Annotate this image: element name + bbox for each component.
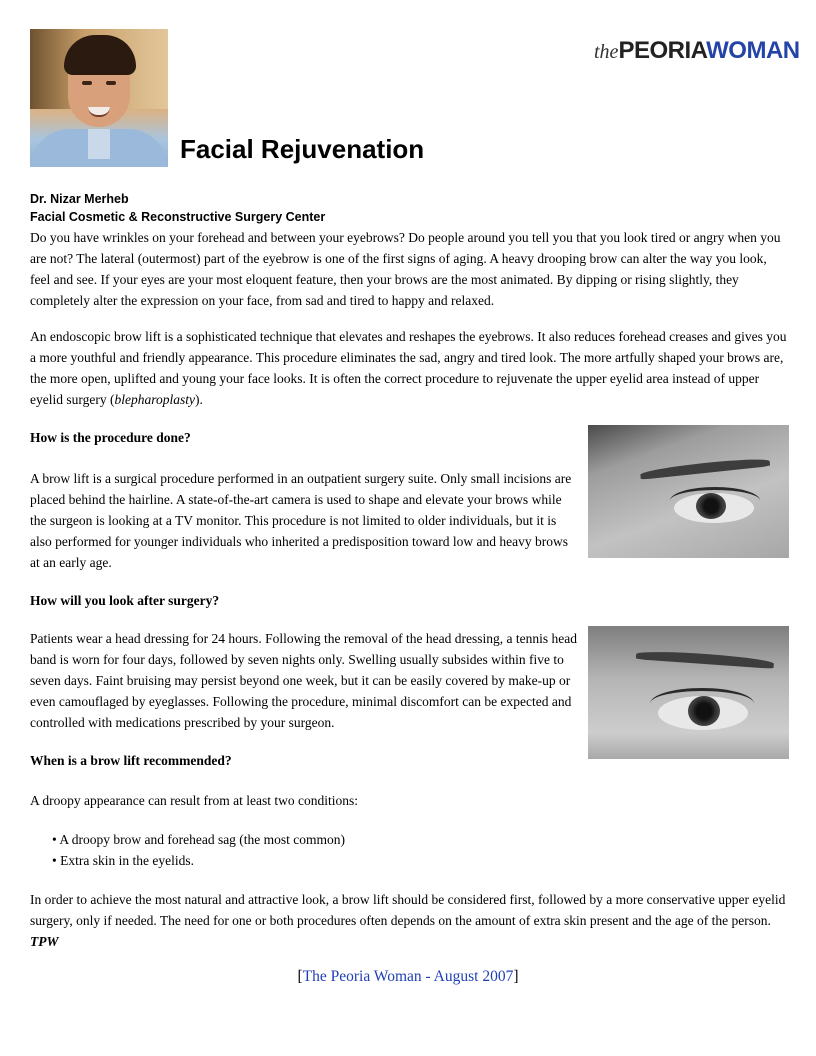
paragraph-conditions: A droopy appearance can result from at least two conditions: <box>30 793 359 808</box>
paragraph-procedure: A brow lift is a surgical procedure performed in an outpatient surgery suite. Only small incisions are placed behind the hairline. A state-of-the-art camera is used to shape and elevate your brows while the surgeon is looking at a TV monitor. This procedure is not limited to older individuals, but it is also performed for younger individuals who inherited a predisposition toward low and heavy brows at an early age. <box>30 471 572 570</box>
eye-photo-before <box>588 425 789 558</box>
footer-citation: [The Peoria Woman - August 2007] <box>297 968 519 985</box>
author-photo <box>30 29 168 167</box>
author-name: Dr. Nizar Merheb <box>30 192 129 206</box>
list-item: • Extra skin in the eyelids. <box>52 850 345 871</box>
page-title: Facial Rejuvenation <box>180 134 425 164</box>
eye-photo-after <box>588 626 789 759</box>
heading-after-surgery: How will you look after surgery? <box>30 593 220 608</box>
author-info <box>30 190 325 226</box>
heading-procedure: How is the procedure done? <box>30 430 191 445</box>
peoria-woman-logo: thePEORIAWOMAN <box>594 37 800 64</box>
paragraph-conclusion: In order to achieve the most natural and attractive look, a brow lift should be considered first, followed by a more conservative upper eyelid surgery, only if needed. The need for one or both procedures often depends on the amount of extra skin present and the age of the person. TPW <box>30 892 786 949</box>
paragraph-intro: Do you have wrinkles on your forehead and between your eyebrows? Do people around you tell you that you look tired or angry when you are not? The lateral (outermost) part of the eyebrow is one of the first signs of aging. A heavy drooping brow can alter the way you look, feel and see. If your eyes are your most eloquent feature, then your brows are the most animated. By dipping or rising slightly, they completely alter the expression on your face, from sad and tired to happy and relaxed. <box>30 230 781 308</box>
conditions-list <box>52 829 345 871</box>
paragraph-endoscopic: An endoscopic brow lift is a sophisticated technique that elevates and reshapes the eyebrows. It also reduces forehead creases and gives you a more youthful and friendly appearance. This procedure eliminates the sad, angry and tired look. The more artfully shaped your brows are, the more open, uplifted and young your face looks. It is often the correct procedure to rejuvenate the upper eyelid area instead of upper eyelid surgery (blepharoplasty). <box>30 329 787 407</box>
source-link[interactable]: The Peoria Woman - August 2007 <box>302 968 514 985</box>
author-org: Facial Cosmetic & Reconstructive Surgery Center <box>30 210 326 224</box>
paragraph-after-surgery: Patients wear a head dressing for 24 hours. Following the removal of the head dressing, a tennis head band is worn for four days, followed by seven nights only. Swelling usually subsides within five to seven days. Faint bruising may persist beyond one week, but it can be easily covered by make-up or even camouflaged by eyeglasses. Following the procedure, minimal discomfort can be expected and controlled with medications prescribed by your surgeon. <box>30 631 577 730</box>
heading-recommended: When is a brow lift recommended? <box>30 753 232 768</box>
list-item: • A droopy brow and forehead sag (the most common) <box>52 829 345 850</box>
signature-tpw: TPW <box>30 934 59 949</box>
